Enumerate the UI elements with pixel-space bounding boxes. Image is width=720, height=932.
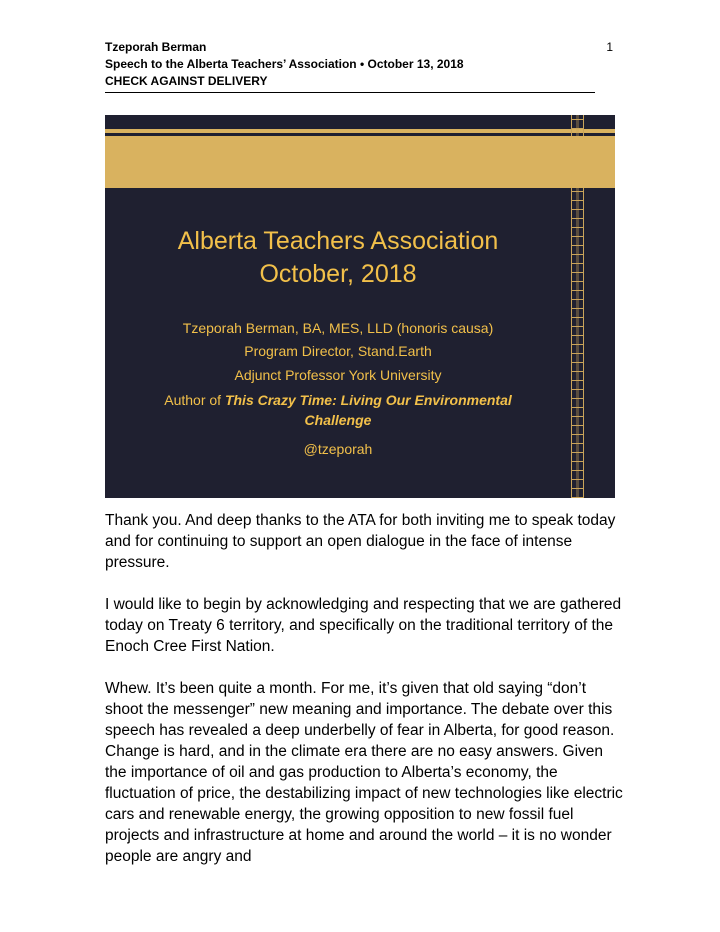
page-number: 1	[606, 40, 613, 54]
slide-title-line2: October, 2018	[259, 260, 417, 288]
slide-band-overlap	[569, 136, 586, 188]
slide-title	[105, 225, 571, 291]
slide-accent-band	[105, 136, 615, 188]
slide-program-director: Program Director, Stand.Earth	[244, 343, 432, 359]
slide-image	[105, 115, 615, 498]
paragraph-land-acknowledgement: I would like to begin by acknowledging and respecting that we are gathered today on Treaty 6 territory, and specifically on the traditional territory of the Enoch Cree First Nation.	[105, 596, 622, 655]
slide-accent-stripe	[105, 129, 615, 133]
slide-credentials: Tzeporah Berman, BA, MES, LLD (honoris causa)	[182, 320, 494, 336]
paragraph-context: Whew. It’s been quite a month. For me, it’s given that old saying “don’t shoot the messenger” new meaning and importance. The debate over this speech has revealed a deep underbelly of fear in Alberta, for good reason. Change is hard, and in the climate era there are no easy answers. Given the importance of oil and gas production to Alberta’s economy, the fluctuation of price, the destabilizing impact of new technologies like electric cars and renewable energy, the growing opposition to new fossil fuel projects and infrastructure at home and around the world – it is no wonder people are angry and	[105, 680, 623, 865]
slide-book-title-part2: Challenge	[304, 412, 372, 428]
paragraph-thanks: Thank you. And deep thanks to the ATA for both inviting me to speak today and for continuing to support an open dialogue in the face of intense pressure.	[105, 512, 616, 571]
slide-adjunct-professor: Adjunct Professor York University	[234, 367, 442, 383]
slide-book-title-part1: This Crazy Time: Living Our Environmental	[224, 392, 512, 408]
speech-body	[105, 510, 625, 888]
slide-author-line	[105, 390, 571, 430]
header-delivery-note: CHECK AGAINST DELIVERY	[105, 74, 268, 88]
slide-author-prefix: Author of	[164, 392, 225, 408]
header-rule	[105, 92, 595, 93]
slide-title-line1: Alberta Teachers Association	[177, 227, 499, 255]
slide-handle: @tzeporah	[303, 441, 373, 457]
document-header	[105, 39, 613, 90]
header-author: Tzeporah Berman	[105, 40, 207, 54]
header-speech-title: Speech to the Alberta Teachers’ Association • October 13, 2018	[105, 57, 464, 71]
